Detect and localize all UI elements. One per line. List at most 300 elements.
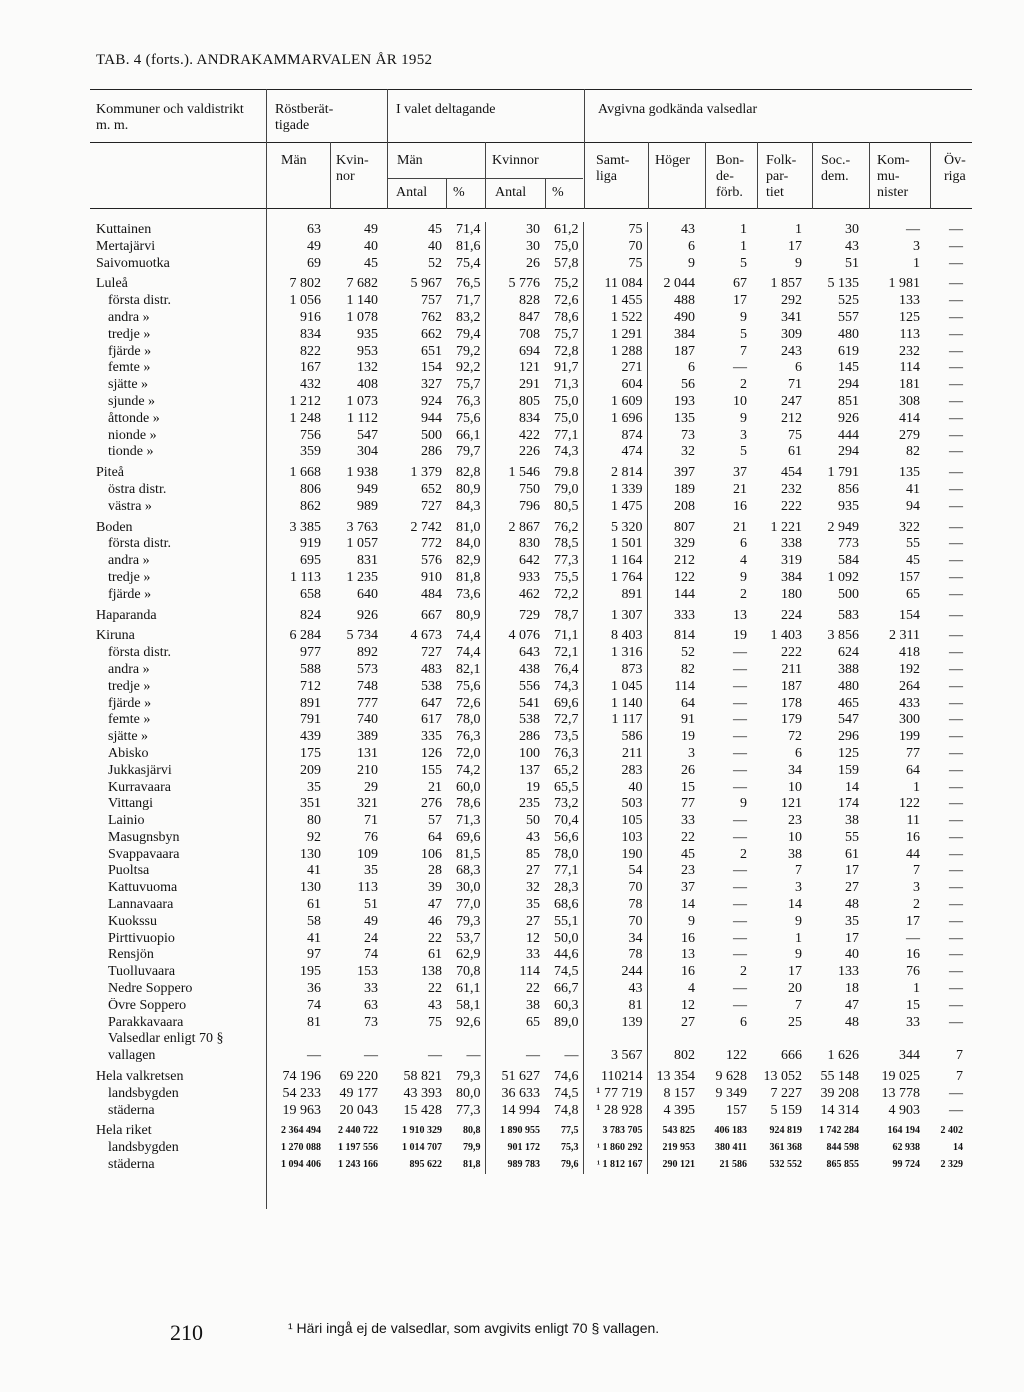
table-row	[90, 796, 972, 813]
cell-value: 666	[781, 1048, 802, 1064]
table-row	[90, 587, 972, 604]
cell-value: 30,0	[446, 880, 485, 897]
cell-value	[266, 1031, 330, 1048]
cell-value: 1 288	[583, 344, 647, 361]
row-label: Kiruna	[96, 628, 135, 644]
cell-value: 48	[845, 1014, 859, 1030]
cell-value: 651	[421, 343, 442, 359]
cell-value: 72,8	[544, 344, 583, 361]
cell-value: 74,3	[544, 444, 583, 461]
cell-value: 73	[364, 1014, 378, 1030]
cell-value: 276	[421, 796, 442, 812]
cell-value: —	[949, 645, 963, 661]
cell-value: —	[949, 481, 963, 497]
cell-value: 75,6	[446, 679, 485, 696]
table-row	[90, 746, 972, 763]
cell-value: 11	[906, 813, 920, 829]
table-row	[90, 394, 972, 411]
cell-value: 139	[583, 1015, 647, 1032]
cell-value: 351	[300, 796, 321, 812]
cell-value	[811, 1031, 868, 1048]
table-row	[90, 444, 972, 461]
cell-value: 65,5	[544, 780, 583, 797]
cell-value: 68,3	[446, 863, 485, 880]
cell-value: —	[446, 1048, 485, 1065]
cell-value: 2 402	[940, 1125, 963, 1137]
cell-value: 13	[733, 607, 747, 623]
cell-value: 384	[781, 569, 802, 585]
header-pct-2: %	[552, 185, 564, 200]
cell-value: 4 673	[410, 628, 442, 644]
table-row	[90, 1086, 972, 1103]
cell-value: —	[949, 661, 963, 677]
cell-value: 4	[688, 981, 695, 997]
cell-value: 359	[300, 444, 321, 460]
cell-value: —	[949, 255, 963, 271]
cell-value: 791	[300, 712, 321, 728]
cell-value: 76,3	[446, 729, 485, 746]
cell-value: 133	[899, 293, 920, 309]
cell-value: 82,9	[446, 553, 485, 570]
row-label: Saivomuotka	[96, 255, 170, 271]
cell-value: 13 354	[656, 1069, 695, 1085]
cell-value: 926	[838, 410, 859, 426]
header-bottom-rule	[90, 208, 972, 209]
cell-value: 624	[838, 645, 859, 661]
cell-value: —	[949, 553, 963, 569]
col-divider	[648, 142, 649, 209]
table-row	[90, 696, 972, 713]
header-socdem: Soc.- dem.	[821, 153, 851, 184]
cell-value: 3	[795, 880, 802, 896]
cell-value: 75,5	[544, 570, 583, 587]
cell-value: 557	[838, 309, 859, 325]
cell-value: 2 364 494	[281, 1125, 321, 1137]
cell-value: 36	[307, 981, 321, 997]
cell-value: 226	[519, 444, 540, 460]
cell-value: 503	[583, 796, 647, 813]
cell-value: 10	[733, 393, 747, 409]
cell-value: 224	[781, 607, 802, 623]
cell-value: 756	[300, 427, 321, 443]
table-row	[90, 428, 972, 445]
cell-value: 78,6	[446, 796, 485, 813]
cell-value: 279	[899, 427, 920, 443]
row-label: Tuolluvaara	[108, 964, 176, 980]
cell-value: 32	[681, 444, 695, 460]
cell-value: 45	[428, 222, 442, 237]
cell-value: —	[949, 712, 963, 728]
cell-value: 193	[674, 393, 695, 409]
cell-value: —	[733, 661, 747, 677]
cell-value	[756, 1031, 811, 1048]
row-label: Rensjön	[108, 947, 154, 963]
cell-value: 856	[838, 481, 859, 497]
cell-value: 862	[300, 498, 321, 514]
cell-value: 6	[688, 360, 695, 376]
cell-value: 8 403	[583, 624, 647, 645]
cell-value: 924	[421, 393, 442, 409]
header-kvinnor: Kvin- nor	[336, 153, 369, 184]
cell-value: 37	[733, 465, 747, 481]
cell-value: 5	[740, 326, 747, 342]
cell-value: 22	[428, 981, 442, 997]
cell-value: 6	[795, 745, 802, 761]
table-row	[90, 536, 972, 553]
cell-value: 43	[526, 829, 540, 845]
cell-value: 802	[674, 1048, 695, 1064]
cell-value: 422	[519, 427, 540, 443]
cell-value: 444	[838, 427, 859, 443]
cell-value: 1	[740, 238, 747, 254]
cell-value: 20	[788, 981, 802, 997]
row-label: landsbygden	[108, 1085, 179, 1101]
cell-value: 138	[421, 964, 442, 980]
cell-value: 977	[300, 645, 321, 661]
cell-value: 4 395	[663, 1102, 695, 1118]
cell-value: 2 329	[940, 1159, 963, 1171]
cell-value: —	[949, 238, 963, 254]
cell-value: —	[949, 410, 963, 426]
cell-value: 26	[681, 762, 695, 778]
results-table	[90, 222, 973, 1174]
header-folkpartiet: Folk- par- tiet	[766, 153, 797, 200]
cell-value: 75,0	[544, 411, 583, 428]
cell-value: 21	[733, 519, 747, 535]
cell-value: 9	[795, 255, 802, 271]
cell-value: —	[949, 997, 963, 1013]
cell-value: 28	[428, 863, 442, 879]
cell-value: 2 742	[410, 519, 442, 535]
cell-value: 3	[913, 880, 920, 896]
cell-value: 38	[526, 997, 540, 1013]
cell-value: 6	[740, 536, 747, 552]
cell-value: 439	[300, 729, 321, 745]
cell-value: 1 243 166	[338, 1159, 378, 1171]
cell-value: 27	[526, 913, 540, 929]
cell-value: —	[949, 897, 963, 913]
cell-value: 1 094 406	[281, 1159, 321, 1171]
cell-value: —	[526, 1048, 540, 1064]
cell-value: —	[733, 913, 747, 929]
cell-value: 380 411	[715, 1142, 747, 1154]
cell-value: 1 379	[410, 465, 442, 481]
col-divider	[387, 89, 388, 209]
cell-value: 69,6	[446, 830, 485, 847]
cell-value: 154	[421, 360, 442, 376]
cell-value: 19	[733, 628, 747, 644]
cell-value	[485, 1031, 544, 1048]
table-row	[90, 411, 972, 428]
cell-value: 418	[899, 645, 920, 661]
cell-value: —	[949, 745, 963, 761]
cell-value: 7 227	[770, 1085, 802, 1101]
cell-value: 1 857	[770, 276, 802, 292]
cell-value: —	[949, 947, 963, 963]
cell-value: 34	[583, 931, 647, 948]
cell-value: 208	[674, 498, 695, 514]
cell-value: 57,8	[544, 256, 583, 273]
cell-value: 727	[421, 498, 442, 514]
header-man: Män	[281, 153, 307, 168]
cell-value: 5 159	[770, 1102, 802, 1118]
cell-value: 1 791	[827, 465, 859, 481]
cell-value: 604	[583, 377, 647, 394]
cell-value: 80	[307, 813, 321, 829]
cell-value: 72,6	[544, 293, 583, 310]
row-label: Mertajärvi	[96, 238, 156, 254]
cell-value: 14	[788, 897, 802, 913]
cell-value: 82,8	[446, 461, 485, 482]
cell-value: —	[733, 762, 747, 778]
row-label: Svappavaara	[108, 846, 180, 862]
cell-value: 74,8	[544, 1103, 583, 1120]
cell-value: 92,6	[446, 1015, 485, 1032]
cell-value: 22	[681, 829, 695, 845]
cell-value: —	[733, 745, 747, 761]
cell-value: 130	[300, 846, 321, 862]
cell-value: 51	[845, 255, 859, 271]
cell-value: 164 194	[887, 1125, 920, 1137]
cell-value: —	[949, 326, 963, 342]
cell-value: 55	[845, 829, 859, 845]
cell-value: 1 078	[346, 309, 378, 325]
cell-value: 62,9	[446, 947, 485, 964]
cell-value: 17	[845, 863, 859, 879]
cell-value: 824	[300, 607, 321, 623]
row-label: Kurravaara	[108, 779, 171, 795]
cell-value: —	[949, 1102, 963, 1118]
cell-value: 35	[526, 897, 540, 913]
cell-value: 910	[421, 569, 442, 585]
header-antal-2: Antal	[495, 185, 527, 200]
cell-value: 3 783 705	[583, 1119, 647, 1140]
cell-value: 916	[300, 309, 321, 325]
header-kommuner: Kommuner och valdistrikt m. m.	[96, 102, 244, 133]
col-divider	[757, 142, 758, 209]
header-i-valet: I valet deltagande	[396, 102, 496, 117]
cell-value: 895 622	[409, 1159, 442, 1171]
cell-value: —	[733, 360, 747, 376]
cell-value	[544, 1031, 583, 1048]
cell-value: 51	[364, 897, 378, 913]
cell-value: 50	[526, 813, 540, 829]
cell-value: 7 802	[289, 276, 321, 292]
cell-value: 547	[838, 712, 859, 728]
cell-value: 9 628	[715, 1069, 747, 1085]
cell-value: 17	[788, 238, 802, 254]
cell-value: 1 014 707	[402, 1142, 442, 1154]
cell-value: 796	[519, 498, 540, 514]
cell-value: 7	[795, 863, 802, 879]
header-kommunister: Kom- mu- nister	[877, 153, 910, 200]
cell-value: 62 938	[892, 1142, 920, 1154]
cell-value: 1 221	[770, 519, 802, 535]
cell-value: 70	[583, 914, 647, 931]
cell-value: 901 172	[507, 1142, 540, 1154]
cell-value: 74,3	[544, 679, 583, 696]
cell-value: 75	[583, 256, 647, 273]
cell-value: 64	[428, 829, 442, 845]
cell-value: 82	[681, 661, 695, 677]
cell-value: 189	[674, 481, 695, 497]
row-label: Nedre Soppero	[108, 981, 193, 997]
row-label: sjätte »	[108, 729, 149, 745]
cell-value: 1 057	[346, 536, 378, 552]
cell-value: 264	[899, 678, 920, 694]
table-row	[90, 729, 972, 746]
cell-value: 397	[674, 465, 695, 481]
cell-value: 1	[740, 222, 747, 237]
cell-value: 23	[681, 863, 695, 879]
cell-value: 44,6	[544, 947, 583, 964]
cell-value: 617	[421, 712, 442, 728]
cell-value: 388	[838, 661, 859, 677]
cell-value: 76,3	[544, 746, 583, 763]
row-label: Parakkavaara	[108, 1014, 184, 1030]
cell-value: 9	[740, 796, 747, 812]
cell-value: 483	[421, 661, 442, 677]
cell-value: 1 938	[346, 465, 378, 481]
cell-value: 64	[681, 695, 695, 711]
cell-value: 322	[899, 519, 920, 535]
cell-value: 247	[781, 393, 802, 409]
cell-value: 72,0	[446, 746, 485, 763]
table-row	[90, 482, 972, 499]
row-label: första distr.	[108, 536, 171, 552]
table-row	[90, 897, 972, 914]
cell-value: —	[949, 829, 963, 845]
cell-value: 55 148	[820, 1069, 859, 1085]
header-samtliga: Samt- liga	[596, 153, 630, 184]
cell-value: 338	[781, 536, 802, 552]
cell-value: 873	[583, 662, 647, 679]
cell-value: 64	[906, 762, 920, 778]
cell-value: 41	[307, 930, 321, 946]
cell-value: —	[733, 829, 747, 845]
row-label: sjätte »	[108, 377, 149, 393]
row-label: första distr.	[108, 293, 171, 309]
cell-value: 180	[781, 586, 802, 602]
cell-value: 74,2	[446, 763, 485, 780]
cell-value: 39	[428, 880, 442, 896]
cell-value: 33	[364, 981, 378, 997]
cell-value: 500	[838, 586, 859, 602]
cell-value: 4 076	[508, 628, 540, 644]
header-top-rule	[90, 89, 972, 90]
page-number: 210	[170, 1320, 203, 1345]
header-ovriga: Öv- riga	[944, 153, 966, 184]
cell-value: 830	[519, 536, 540, 552]
cell-value: 71	[364, 813, 378, 829]
cell-value: 122	[899, 796, 920, 812]
cell-value: 1 522	[583, 310, 647, 327]
cell-value: —	[949, 1014, 963, 1030]
cell-value: 17	[845, 930, 859, 946]
cell-value: 83,2	[446, 310, 485, 327]
cell-value: 76,4	[544, 662, 583, 679]
cell-value: 5 320	[583, 516, 647, 537]
cell-value: 79.8	[544, 461, 583, 482]
cell-value: 113	[899, 326, 920, 342]
cell-value: 157	[726, 1102, 747, 1118]
cell-value: 70	[583, 239, 647, 256]
cell-value: 187	[674, 343, 695, 359]
cell-value: 414	[899, 410, 920, 426]
cell-value: 9	[740, 410, 747, 426]
cell-value: 662	[421, 326, 442, 342]
cell-value: —	[949, 465, 963, 481]
cell-value: 121	[519, 360, 540, 376]
cell-value: 79,2	[446, 344, 485, 361]
cell-value: 708	[519, 326, 540, 342]
cell-value: 9	[740, 309, 747, 325]
cell-value: 15 428	[403, 1102, 442, 1118]
cell-value: 181	[899, 377, 920, 393]
cell-value: 3 763	[346, 519, 378, 535]
cell-value: —	[544, 1048, 583, 1065]
cell-value: 933	[519, 569, 540, 585]
table-row	[90, 344, 972, 361]
cell-value: 70	[583, 880, 647, 897]
cell-value: —	[733, 695, 747, 711]
cell-value: 847	[519, 309, 540, 325]
cell-value: 60,0	[446, 780, 485, 797]
col-divider	[930, 142, 931, 209]
cell-value: 30	[526, 222, 540, 237]
cell-value: 6 284	[289, 628, 321, 644]
cell-value: —	[949, 360, 963, 376]
cell-value: 588	[300, 661, 321, 677]
table-row	[90, 604, 972, 625]
cell-value: 32	[526, 880, 540, 896]
cell-value: 748	[357, 678, 378, 694]
col-divider	[812, 142, 813, 209]
cell-value: 294	[838, 444, 859, 460]
cell-value: 132	[357, 360, 378, 376]
cell-value: 79,7	[446, 444, 485, 461]
table-row	[90, 310, 972, 327]
cell-value: 40	[364, 238, 378, 254]
table-row	[90, 1015, 972, 1032]
table-row	[90, 914, 972, 931]
cell-value: 667	[421, 607, 442, 623]
cell-value: 125	[838, 745, 859, 761]
cell-value: 304	[357, 444, 378, 460]
cell-value: 81,8	[446, 1157, 485, 1174]
cell-value: 75	[583, 222, 647, 239]
cell-value: —	[428, 1048, 442, 1064]
cell-value: 43	[681, 222, 695, 237]
cell-value: —	[949, 309, 963, 325]
row-label: sjunde »	[108, 393, 156, 409]
table-row	[90, 780, 972, 797]
cell-value: 22	[526, 981, 540, 997]
cell-value: 465	[838, 695, 859, 711]
cell-value	[929, 1031, 972, 1048]
cell-value: 114	[899, 360, 920, 376]
cell-value: 106	[421, 846, 442, 862]
cell-value: —	[949, 343, 963, 359]
cell-value: 56	[681, 377, 695, 393]
row-label: östra distr.	[108, 481, 167, 497]
cell-value: 80,0	[446, 1086, 485, 1103]
cell-value: 5 734	[346, 628, 378, 644]
cell-value: 874	[583, 428, 647, 445]
cell-value: 63	[364, 997, 378, 1013]
cell-value: —	[733, 947, 747, 963]
cell-value: 1 339	[583, 482, 647, 499]
